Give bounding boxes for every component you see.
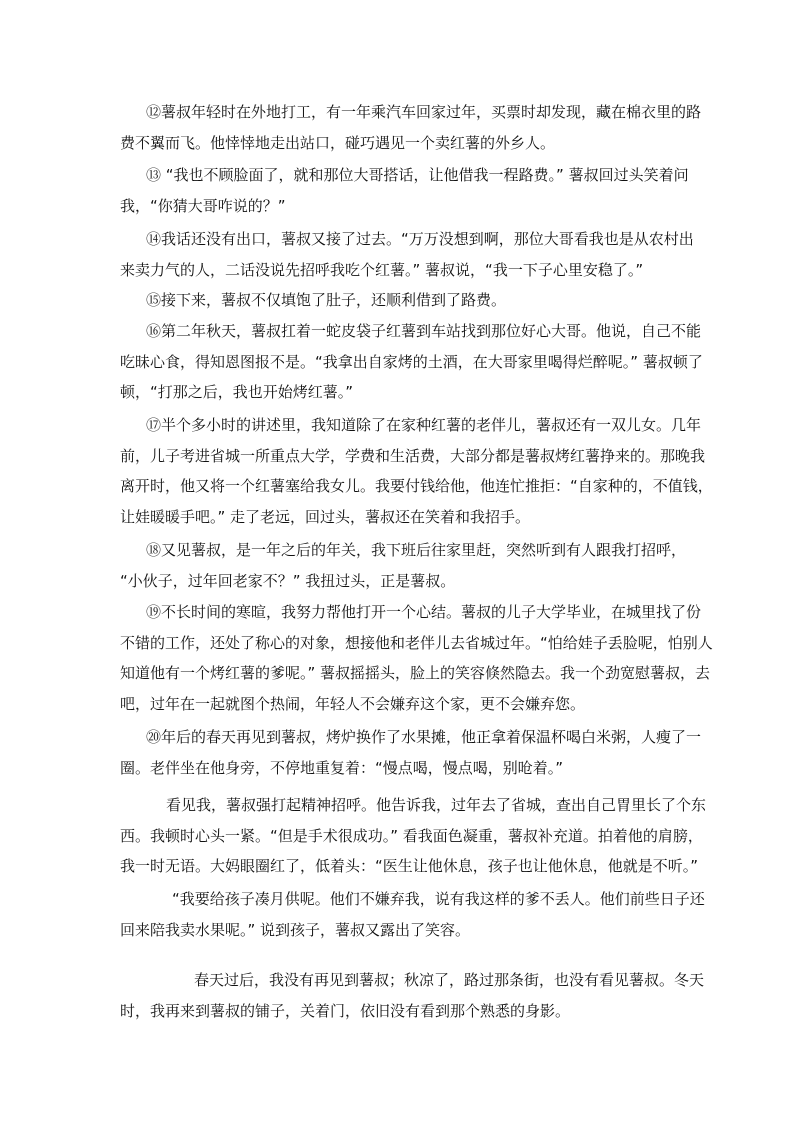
text-line: 我一时无语。大妈眼圈红了，低着头：“医生让他休息，孩子也让他休息，他就是不听。” (120, 857, 699, 875)
text-line: 让娃暖暖手吧。” 走了老远，回过头，薯叔还在笑着和我招手。 (120, 507, 531, 526)
text-line: ⑫薯叔年轻时在外地打工，有一年乘汽车回家过年，买票时却发现，藏在棉衣里的路 (146, 103, 702, 121)
text-line: ⑬ “我也不顾脸面了，就和那位大哥搭话，让他借我一程路费。” 薯叔回过头笑着问 (146, 166, 689, 184)
text-line: 时，我再来到薯叔的铺子，关着门，依旧没有看到那个熟悉的身影。 (120, 1001, 571, 1020)
paragraph-16 (120, 316, 703, 408)
text-line: ⑱又见薯叔，是一年之后的年关，我下班后往家里赶，突然听到有人跟我打招呼， (146, 541, 687, 559)
text-line: 吧，过年在一起就图个热闹，年轻人不会嫌弃这个家，更不会嫌弃您。 (120, 694, 586, 713)
paragraph-22 (120, 884, 705, 945)
text-line: 我，“你猜大哥咋说的？” (120, 196, 286, 215)
text-line: 圈。老伴坐在他身旁，不停地重复着：“慢点喝，慢点喝，别呛着。” (120, 758, 564, 777)
paragraph-18 (120, 535, 687, 596)
text-line: 顿，“打那之后，我也开始烤红薯。” (120, 383, 354, 401)
text-line: 前，儿子考进省城一所重点大学，学费和生活费，大部分都是薯叔烤红薯挣来的。那晚我 (120, 446, 706, 465)
paragraph-20 (120, 722, 702, 783)
text-line: 春天过后，我没有再见到薯叔；秋凉了，路过那条街，也没有看见薯叔。冬天 (194, 971, 705, 989)
text-line: “我要给孩子凑月供呢。他们不嫌弃我，说有我这样的爹不丢人。他们前些日子还 (172, 890, 705, 908)
text-line: 西。我顿时心头一紧。“但是手术很成功。” 看我面色凝重，薯叔补充道。拍着他的肩膀， (120, 826, 703, 845)
text-line: 吃昧心食，得知恩图报不是。“我拿出自家烤的土酒，在大哥家里喝得烂醉呢。” 薯叔顿了 (120, 352, 703, 371)
text-line: 来卖力气的人，二话没说先招呼我吃个红薯。” 薯叔说，“我一下子心里安稳了。” (120, 260, 644, 279)
paragraph-15 (120, 285, 680, 316)
paragraph-23 (120, 965, 705, 1026)
text-line: ⑲不长时间的寒暄，我努力帮他打开一个心结。薯叔的儿子大学毕业，在城里找了份 (146, 603, 702, 621)
text-line: 回来陪我卖水果呢。” 说到孩子，薯叔又露出了笑容。 (120, 920, 471, 939)
paragraph-17 (120, 410, 713, 532)
text-line: 不错的工作，还处了称心的对象，想接他和老伴儿去省城过年。“怕给娃子丢脸呢，怕别人 (120, 633, 713, 652)
text-line: ⑯第二年秋天，薯叔扛着一蛇皮袋子红薯到车站找到那位好心大哥。他说，自己不能 (146, 322, 702, 340)
text-line: ⑭我话还没有出口，薯叔又接了过去。“万万没想到啊，那位大哥看我也是从农村出 (146, 230, 694, 248)
text-line: 看见我，薯叔强打起精神招呼。他告诉我，过年去了省城，查出自己胃里长了个东 (166, 796, 707, 814)
text-line: 费不翼而飞。他悻悻地走出站口，碰巧遇见一个卖红薯的外乡人。 (120, 133, 556, 152)
paragraph-21 (120, 790, 707, 882)
text-line: 知道他有一个烤红薯的爹呢。” 薯叔摇摇头，脸上的笑容倏然隐去。我一个劲宽慰薯叔，去 (120, 664, 711, 682)
text-line: ⑮接下来，薯叔不仅填饱了肚子，还顺利借到了路费。 (146, 291, 507, 309)
paragraph-19 (120, 597, 713, 719)
text-line: ⑰半个多小时的讲述里，我知道除了在家种红薯的老伴儿，薯叔还有一双儿女。几年 (146, 416, 702, 434)
paragraph-13 (120, 160, 689, 221)
text-line: “小伙子，过年回老家不？” 我扭过头，正是薯叔。 (120, 571, 456, 590)
text-line: ⑳年后的春天再见到薯叔，烤炉换作了水果摊，他正拿着保温杯喝白米粥，人瘦了一 (146, 728, 702, 746)
paragraph-14 (120, 224, 694, 285)
paragraph-12 (120, 97, 702, 158)
text-line: 离开时，他又将一个红薯塞给我女儿。我要付钱给他，他连忙推拒：“自家种的，不值钱， (120, 477, 713, 495)
